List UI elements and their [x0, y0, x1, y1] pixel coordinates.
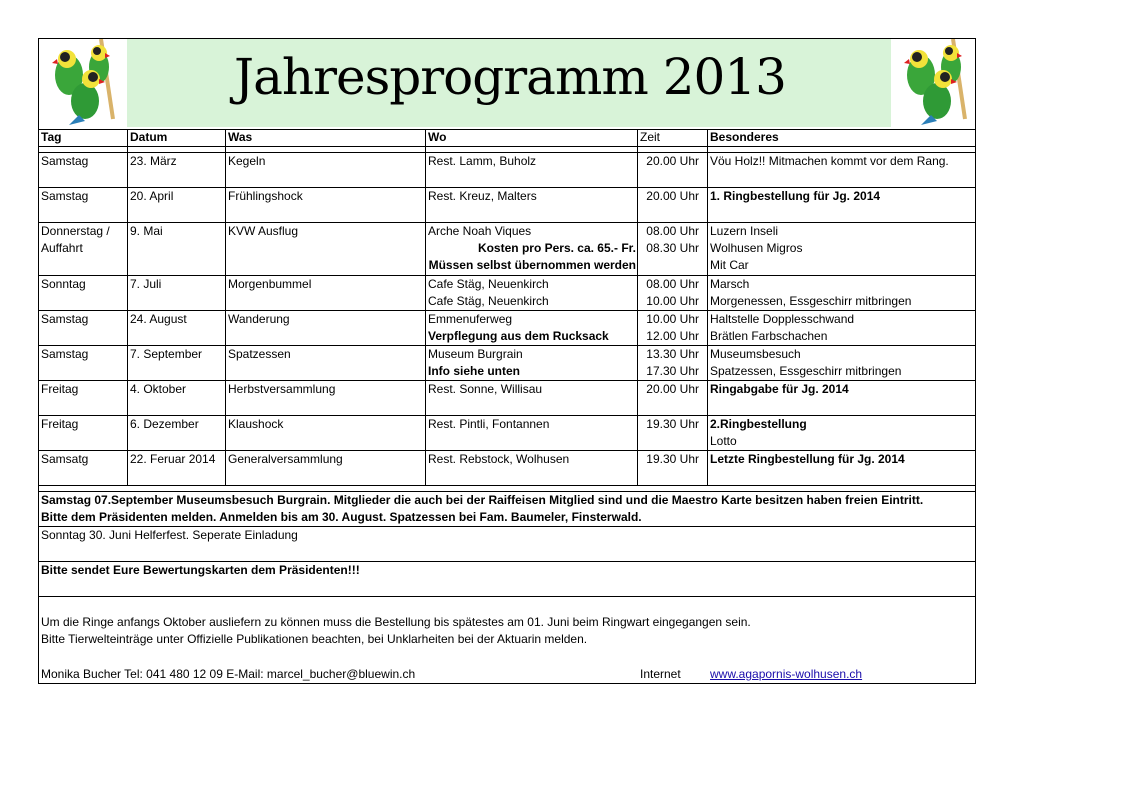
contact-info: Monika Bucher Tel: 041 480 12 09 E-Mail: marcel_bucher@bluewin.ch: [41, 667, 416, 681]
lovebird-image-left: [39, 39, 123, 127]
column-header-was: Was: [228, 130, 253, 144]
cell-datum: 23. März: [130, 154, 177, 168]
cell-tag: Samstag: [41, 189, 89, 203]
cell-wo-line2: Verpflegung aus dem Rucksack: [428, 329, 609, 343]
lovebird-image-right: [891, 39, 975, 127]
cell-besonderes-line2: Brätlen Farbschachen: [710, 329, 828, 343]
cell-wo-line2: Kosten pro Pers. ca. 65.- Fr.: [477, 241, 636, 255]
cell-wo-line3: Müssen selbst übernommen werden: [428, 258, 636, 272]
cell-besonderes: Letzte Ringbestellung für Jg. 2014: [710, 452, 905, 466]
cell-tag: Samsatg: [41, 452, 89, 466]
cell-was: Kegeln: [228, 154, 266, 168]
cell-tag: Samstag: [41, 154, 89, 168]
note-museum-line1: Samstag 07.September Museumsbesuch Burgrain. Mitglieder die auch bei der Raiffeisen Mitglied sind und die Maestro Karte besitzen haben freien Eintritt.: [41, 493, 924, 507]
cell-datum: 9. Mai: [130, 224, 163, 238]
page-title: Jahresprogramm 2013: [234, 48, 786, 106]
title-header: [39, 39, 975, 129]
cell-zeit: 19.30 Uhr: [646, 452, 699, 466]
website-link[interactable]: www.agapornis-wolhusen.ch: [710, 667, 863, 681]
cell-besonderes-line2: Morgenessen, Essgeschirr mitbringen: [710, 294, 912, 308]
cell-wo: Rest. Pintli, Fontannen: [428, 417, 550, 431]
cell-besonderes: Vöu Holz!! Mitmachen kommt vor dem Rang.: [710, 154, 949, 168]
cell-datum: 6. Dezember: [130, 417, 199, 431]
internet-label: Internet: [640, 667, 681, 681]
cell-wo: Rest. Lamm, Buholz: [428, 154, 537, 168]
cell-datum: 24. August: [130, 312, 187, 326]
program-sheet: [38, 38, 976, 684]
column-header-tag: Tag: [41, 130, 62, 144]
cell-wo: Arche Noah Viques: [428, 224, 532, 238]
cell-tag: Sonntag: [41, 277, 86, 291]
cell-wo: Museum Burgrain: [428, 347, 523, 361]
cell-wo: Rest. Sonne, Willisau: [428, 382, 543, 396]
cell-besonderes: Luzern Inseli: [710, 224, 779, 238]
cell-was: KVW Ausflug: [228, 224, 299, 238]
cell-datum: 7. Juli: [130, 277, 162, 291]
column-header-besonderes: Besonderes: [710, 130, 779, 144]
cell-zeit: 20.00 Uhr: [646, 154, 699, 168]
cell-tag: Samstag: [41, 312, 89, 326]
cell-zeit: 13.30 Uhr: [646, 347, 699, 361]
cell-zeit: 08.00 Uhr: [646, 224, 699, 238]
cell-besonderes-line2: Lotto: [710, 434, 737, 448]
cell-besonderes: Marsch: [710, 277, 750, 291]
cell-zeit-line2: 12.00 Uhr: [646, 329, 699, 343]
cell-zeit-line2: 17.30 Uhr: [646, 364, 699, 378]
cell-tag: Samstag: [41, 347, 89, 361]
cell-zeit: 19.30 Uhr: [646, 417, 699, 431]
cell-datum: 20. April: [130, 189, 174, 203]
cell-wo-line2: Cafe Stäg, Neuenkirch: [428, 294, 549, 308]
cell-tag: Freitag: [41, 382, 79, 396]
cell-was: Wanderung: [228, 312, 290, 326]
cell-was: Herbstversammlung: [228, 382, 336, 396]
cell-besonderes: Haltstelle Dopplesschwand: [710, 312, 855, 326]
cell-datum: 22. Feruar 2014: [130, 452, 216, 466]
cell-besonderes-line2: Wolhusen Migros: [710, 241, 803, 255]
note-tierwelt: Bitte Tierwelteinträge unter Offizielle Publikationen beachten, bei Unklarheiten bei der Aktuarin melden.: [41, 632, 588, 646]
cell-tag: Donnerstag /: [41, 224, 110, 238]
cell-wo: Emmenuferweg: [428, 312, 513, 326]
cell-was: Morgenbummel: [228, 277, 312, 291]
note-bewertung: Bitte sendet Eure Bewertungskarten dem Präsidenten!!!: [41, 563, 360, 577]
cell-wo-line2: Info siehe unten: [428, 364, 521, 378]
cell-besonderes: 1. Ringbestellung für Jg. 2014: [710, 189, 881, 203]
cell-datum: 4. Oktober: [130, 382, 187, 396]
cell-was: Generalversammlung: [228, 452, 343, 466]
cell-besonderes: 2.Ringbestellung: [710, 417, 807, 431]
cell-was: Spatzessen: [228, 347, 291, 361]
cell-besonderes-line3: Mit Car: [710, 258, 749, 272]
cell-zeit-line2: 10.00 Uhr: [646, 294, 699, 308]
cell-zeit-line2: 08.30 Uhr: [646, 241, 699, 255]
cell-was: Frühlingshock: [228, 189, 303, 203]
cell-tag-line2: Auffahrt: [41, 241, 83, 255]
cell-besonderes: Ringabgabe für Jg. 2014: [710, 382, 849, 396]
cell-zeit: 08.00 Uhr: [646, 277, 699, 291]
cell-besonderes-line2: Spatzessen, Essgeschirr mitbringen: [710, 364, 902, 378]
column-header-zeit: Zeit: [640, 130, 661, 144]
column-header-wo: Wo: [428, 130, 447, 144]
cell-wo: Rest. Kreuz, Malters: [428, 189, 537, 203]
cell-besonderes: Museumsbesuch: [710, 347, 801, 361]
column-header-datum: Datum: [130, 130, 168, 144]
cell-tag: Freitag: [41, 417, 79, 431]
cell-zeit: 20.00 Uhr: [646, 189, 699, 203]
cell-zeit: 10.00 Uhr: [646, 312, 699, 326]
note-ringe: Um die Ringe anfangs Oktober ausliefern zu können muss die Bestellung bis spätestes am 01. Juni beim Ringwart eingegangen sein.: [41, 615, 751, 629]
cell-zeit: 20.00 Uhr: [646, 382, 699, 396]
cell-datum: 7. September: [130, 347, 203, 361]
note-helferfest: Sonntag 30. Juni Helferfest. Seperate Einladung: [41, 528, 298, 542]
cell-wo: Rest. Rebstock, Wolhusen: [428, 452, 570, 466]
note-museum-line2: Bitte dem Präsidenten melden. Anmelden bis am 30. August. Spatzessen bei Fam. Baumeler, Finsterwald.: [41, 510, 642, 524]
cell-wo: Cafe Stäg, Neuenkirch: [428, 277, 549, 291]
cell-was: Klaushock: [228, 417, 284, 431]
